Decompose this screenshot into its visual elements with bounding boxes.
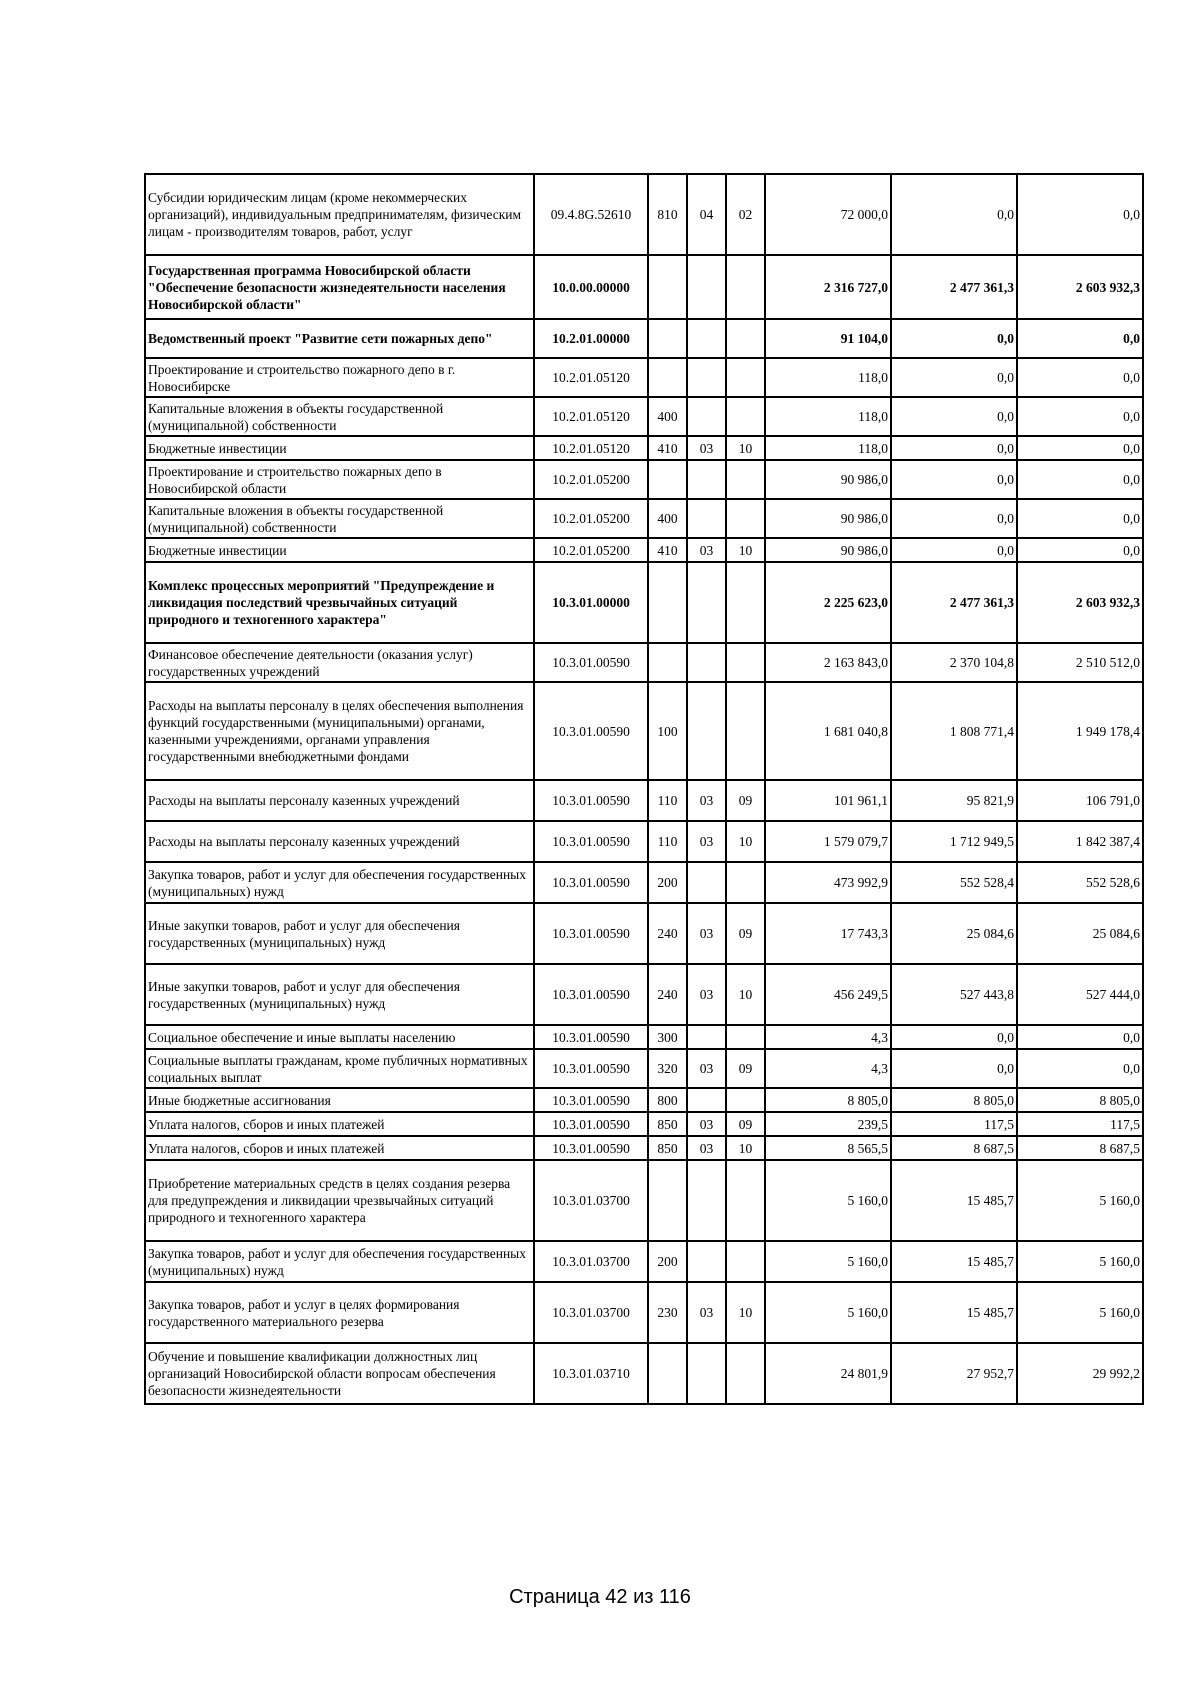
row-code: 10.3.01.00590 [534, 1112, 648, 1136]
table-row [145, 643, 1143, 682]
row-section [687, 562, 726, 643]
row-amount-year2: 0,0 [891, 319, 1017, 358]
row-name: Проектирование и строительство пожарного депо в г. Новосибирске [145, 358, 534, 397]
row-expense-type [648, 1160, 687, 1241]
row-name: Проектирование и строительство пожарных депо в Новосибирской области [145, 460, 534, 499]
row-section [687, 319, 726, 358]
row-section: 03 [687, 1112, 726, 1136]
row-section [687, 358, 726, 397]
table-row [145, 538, 1143, 562]
row-amount-year1: 118,0 [765, 397, 891, 436]
row-expense-type: 300 [648, 1025, 687, 1049]
row-amount-year2: 15 485,7 [891, 1282, 1017, 1343]
row-section [687, 643, 726, 682]
row-code: 10.2.01.05200 [534, 538, 648, 562]
table-row [145, 1282, 1143, 1343]
row-amount-year2: 117,5 [891, 1112, 1017, 1136]
row-code: 10.2.01.00000 [534, 319, 648, 358]
table-row [145, 1088, 1143, 1112]
row-amount-year3: 0,0 [1017, 397, 1143, 436]
row-amount-year2: 0,0 [891, 499, 1017, 538]
row-expense-type: 400 [648, 397, 687, 436]
row-section: 03 [687, 1049, 726, 1088]
row-amount-year3: 552 528,6 [1017, 862, 1143, 903]
row-subsection: 09 [726, 903, 765, 964]
row-amount-year3: 1 949 178,4 [1017, 682, 1143, 780]
row-amount-year3: 527 444,0 [1017, 964, 1143, 1025]
row-section [687, 1088, 726, 1112]
row-code: 10.3.01.03700 [534, 1282, 648, 1343]
row-amount-year2: 15 485,7 [891, 1241, 1017, 1282]
row-name: Уплата налогов, сборов и иных платежей [145, 1136, 534, 1160]
row-name: Капитальные вложения в объекты государственной (муниципальной) собственности [145, 499, 534, 538]
row-subsection [726, 1241, 765, 1282]
row-name: Расходы на выплаты персоналу казенных учреждений [145, 821, 534, 862]
row-subsection: 09 [726, 1049, 765, 1088]
row-amount-year1: 72 000,0 [765, 174, 891, 255]
row-amount-year1: 456 249,5 [765, 964, 891, 1025]
row-section: 03 [687, 821, 726, 862]
table-row [145, 1160, 1143, 1241]
row-amount-year3: 0,0 [1017, 1025, 1143, 1049]
row-amount-year3: 106 791,0 [1017, 780, 1143, 821]
row-subsection [726, 562, 765, 643]
row-amount-year1: 2 225 623,0 [765, 562, 891, 643]
row-code: 10.3.01.03700 [534, 1241, 648, 1282]
row-amount-year1: 4,3 [765, 1049, 891, 1088]
row-expense-type: 410 [648, 538, 687, 562]
table-row [145, 174, 1143, 255]
row-expense-type: 240 [648, 964, 687, 1025]
row-subsection [726, 319, 765, 358]
table-row [145, 1241, 1143, 1282]
row-section: 03 [687, 1282, 726, 1343]
row-amount-year1: 239,5 [765, 1112, 891, 1136]
row-name: Капитальные вложения в объекты государственной (муниципальной) собственности [145, 397, 534, 436]
row-amount-year3: 5 160,0 [1017, 1282, 1143, 1343]
row-amount-year3: 0,0 [1017, 319, 1143, 358]
table-row [145, 436, 1143, 460]
row-subsection [726, 1088, 765, 1112]
row-amount-year1: 90 986,0 [765, 538, 891, 562]
row-section: 03 [687, 903, 726, 964]
row-amount-year3: 0,0 [1017, 1049, 1143, 1088]
row-amount-year3: 0,0 [1017, 538, 1143, 562]
row-code: 10.3.01.00590 [534, 1088, 648, 1112]
row-expense-type: 200 [648, 1241, 687, 1282]
row-code: 10.3.01.00590 [534, 1025, 648, 1049]
table-row [145, 1112, 1143, 1136]
row-name: Иные бюджетные ассигнования [145, 1088, 534, 1112]
row-expense-type [648, 319, 687, 358]
row-name: Закупка товаров, работ и услуг для обеспечения государственных (муниципальных) нужд [145, 1241, 534, 1282]
row-name: Закупка товаров, работ и услуг для обеспечения государственных (муниципальных) нужд [145, 862, 534, 903]
row-expense-type: 410 [648, 436, 687, 460]
row-amount-year1: 118,0 [765, 358, 891, 397]
row-amount-year3: 1 842 387,4 [1017, 821, 1143, 862]
row-name: Социальные выплаты гражданам, кроме публичных нормативных социальных выплат [145, 1049, 534, 1088]
table-body [145, 174, 1143, 1404]
row-section [687, 1160, 726, 1241]
row-amount-year2: 0,0 [891, 538, 1017, 562]
table-row [145, 358, 1143, 397]
row-amount-year1: 5 160,0 [765, 1160, 891, 1241]
page-number: Страница 42 из 116 [509, 1586, 691, 1608]
row-amount-year1: 90 986,0 [765, 460, 891, 499]
row-section: 03 [687, 1136, 726, 1160]
row-code: 10.3.01.00590 [534, 643, 648, 682]
row-expense-type: 110 [648, 821, 687, 862]
row-subsection [726, 358, 765, 397]
row-expense-type: 240 [648, 903, 687, 964]
row-section [687, 1343, 726, 1404]
row-name: Финансовое обеспечение деятельности (оказания услуг) государственных учреждений [145, 643, 534, 682]
row-amount-year1: 24 801,9 [765, 1343, 891, 1404]
row-amount-year2: 15 485,7 [891, 1160, 1017, 1241]
row-amount-year2: 2 477 361,3 [891, 255, 1017, 319]
row-expense-type [648, 358, 687, 397]
row-amount-year2: 1 712 949,5 [891, 821, 1017, 862]
row-amount-year2: 8 805,0 [891, 1088, 1017, 1112]
row-name: Бюджетные инвестиции [145, 436, 534, 460]
row-amount-year3: 25 084,6 [1017, 903, 1143, 964]
row-code: 10.3.01.00590 [534, 780, 648, 821]
row-amount-year1: 90 986,0 [765, 499, 891, 538]
row-amount-year2: 2 370 104,8 [891, 643, 1017, 682]
row-name: Ведомственный проект "Развитие сети пожарных депо" [145, 319, 534, 358]
row-code: 10.3.01.00590 [534, 682, 648, 780]
row-code: 10.2.01.05200 [534, 460, 648, 499]
row-amount-year3: 0,0 [1017, 499, 1143, 538]
table-row [145, 255, 1143, 319]
row-amount-year1: 101 961,1 [765, 780, 891, 821]
row-expense-type: 110 [648, 780, 687, 821]
row-amount-year1: 91 104,0 [765, 319, 891, 358]
row-name: Комплекс процессных мероприятий "Предупреждение и ликвидация последствий чрезвычайных ситуаций природного и техногенного характера" [145, 562, 534, 643]
budget-table [144, 173, 1144, 1405]
table-row [145, 780, 1143, 821]
table-row [145, 821, 1143, 862]
row-amount-year2: 0,0 [891, 397, 1017, 436]
row-subsection [726, 1160, 765, 1241]
row-section: 03 [687, 964, 726, 1025]
row-subsection [726, 1343, 765, 1404]
table-row [145, 964, 1143, 1025]
row-code: 10.3.01.00000 [534, 562, 648, 643]
row-name: Приобретение материальных средств в целях создания резерва для предупреждения и ликвидации чрезвычайных ситуаций природного и техногенного характера [145, 1160, 534, 1241]
row-amount-year3: 5 160,0 [1017, 1160, 1143, 1241]
row-expense-type: 800 [648, 1088, 687, 1112]
row-section [687, 460, 726, 499]
row-name: Расходы на выплаты персоналу в целях обеспечения выполнения функций государственными (муниципальными) органами, казенными учреждениями, органами управления государственными внебюджетными фондами [145, 682, 534, 780]
row-section [687, 397, 726, 436]
row-subsection [726, 397, 765, 436]
row-code: 10.3.01.03710 [534, 1343, 648, 1404]
row-amount-year2: 1 808 771,4 [891, 682, 1017, 780]
row-amount-year1: 118,0 [765, 436, 891, 460]
row-code: 10.2.01.05120 [534, 358, 648, 397]
row-amount-year3: 0,0 [1017, 358, 1143, 397]
row-expense-type: 230 [648, 1282, 687, 1343]
row-amount-year3: 117,5 [1017, 1112, 1143, 1136]
row-name: Бюджетные инвестиции [145, 538, 534, 562]
table-row [145, 862, 1143, 903]
table-row [145, 903, 1143, 964]
row-section: 03 [687, 436, 726, 460]
row-section: 04 [687, 174, 726, 255]
row-code: 10.0.00.00000 [534, 255, 648, 319]
row-expense-type [648, 1343, 687, 1404]
row-subsection: 10 [726, 964, 765, 1025]
row-name: Обучение и повышение квалификации должностных лиц организаций Новосибирской области вопросам обеспечения безопасности жизнедеятельности [145, 1343, 534, 1404]
row-amount-year2: 552 528,4 [891, 862, 1017, 903]
table-row [145, 682, 1143, 780]
row-amount-year1: 4,3 [765, 1025, 891, 1049]
row-amount-year2: 0,0 [891, 1025, 1017, 1049]
row-section [687, 862, 726, 903]
row-code: 10.3.01.00590 [534, 1136, 648, 1160]
row-amount-year2: 2 477 361,3 [891, 562, 1017, 643]
row-subsection: 10 [726, 1282, 765, 1343]
row-section [687, 499, 726, 538]
row-subsection: 10 [726, 821, 765, 862]
row-expense-type: 850 [648, 1112, 687, 1136]
row-subsection: 09 [726, 780, 765, 821]
row-code: 10.2.01.05120 [534, 397, 648, 436]
row-subsection [726, 255, 765, 319]
row-amount-year3: 2 603 932,3 [1017, 562, 1143, 643]
row-amount-year1: 8 805,0 [765, 1088, 891, 1112]
row-amount-year3: 5 160,0 [1017, 1241, 1143, 1282]
row-amount-year3: 29 992,2 [1017, 1343, 1143, 1404]
row-subsection [726, 862, 765, 903]
row-amount-year1: 2 316 727,0 [765, 255, 891, 319]
row-section [687, 255, 726, 319]
row-amount-year1: 8 565,5 [765, 1136, 891, 1160]
row-subsection: 10 [726, 538, 765, 562]
row-code: 10.3.01.00590 [534, 821, 648, 862]
row-expense-type [648, 255, 687, 319]
row-amount-year1: 473 992,9 [765, 862, 891, 903]
row-name: Иные закупки товаров, работ и услуг для обеспечения государственных (муниципальных) нужд [145, 903, 534, 964]
row-name: Уплата налогов, сборов и иных платежей [145, 1112, 534, 1136]
row-amount-year2: 27 952,7 [891, 1343, 1017, 1404]
row-amount-year1: 17 743,3 [765, 903, 891, 964]
row-amount-year3: 8 687,5 [1017, 1136, 1143, 1160]
row-code: 10.3.01.00590 [534, 903, 648, 964]
table-row [145, 499, 1143, 538]
row-name: Социальное обеспечение и иные выплаты населению [145, 1025, 534, 1049]
row-amount-year3: 8 805,0 [1017, 1088, 1143, 1112]
row-expense-type: 850 [648, 1136, 687, 1160]
row-amount-year3: 0,0 [1017, 436, 1143, 460]
row-code: 10.3.01.00590 [534, 1049, 648, 1088]
row-amount-year3: 2 510 512,0 [1017, 643, 1143, 682]
row-expense-type: 320 [648, 1049, 687, 1088]
row-code: 10.2.01.05120 [534, 436, 648, 460]
row-section: 03 [687, 538, 726, 562]
row-amount-year1: 1 681 040,8 [765, 682, 891, 780]
row-subsection [726, 1025, 765, 1049]
table-row [145, 1343, 1143, 1404]
row-name: Субсидии юридическим лицам (кроме некоммерческих организаций), индивидуальным предпринимателям, физическим лицам - производителям товаров, работ, услуг [145, 174, 534, 255]
row-amount-year2: 527 443,8 [891, 964, 1017, 1025]
row-expense-type [648, 562, 687, 643]
table-row [145, 1136, 1143, 1160]
row-expense-type: 810 [648, 174, 687, 255]
row-section [687, 1025, 726, 1049]
row-subsection: 02 [726, 174, 765, 255]
table-row [145, 1025, 1143, 1049]
row-amount-year3: 0,0 [1017, 460, 1143, 499]
row-amount-year2: 0,0 [891, 436, 1017, 460]
row-amount-year3: 0,0 [1017, 174, 1143, 255]
row-expense-type: 200 [648, 862, 687, 903]
row-amount-year1: 1 579 079,7 [765, 821, 891, 862]
row-name: Иные закупки товаров, работ и услуг для обеспечения государственных (муниципальных) нужд [145, 964, 534, 1025]
row-code: 10.2.01.05200 [534, 499, 648, 538]
row-subsection [726, 460, 765, 499]
row-expense-type [648, 460, 687, 499]
row-subsection: 10 [726, 436, 765, 460]
row-amount-year2: 95 821,9 [891, 780, 1017, 821]
table-row [145, 319, 1143, 358]
row-section: 03 [687, 780, 726, 821]
row-expense-type [648, 643, 687, 682]
row-code: 10.3.01.03700 [534, 1160, 648, 1241]
row-amount-year2: 0,0 [891, 1049, 1017, 1088]
row-subsection: 09 [726, 1112, 765, 1136]
row-amount-year2: 0,0 [891, 460, 1017, 499]
row-subsection [726, 499, 765, 538]
row-amount-year2: 25 084,6 [891, 903, 1017, 964]
table-row [145, 562, 1143, 643]
row-amount-year3: 2 603 932,3 [1017, 255, 1143, 319]
table-row [145, 460, 1143, 499]
row-subsection [726, 643, 765, 682]
row-amount-year2: 0,0 [891, 358, 1017, 397]
row-subsection [726, 682, 765, 780]
row-code: 10.3.01.00590 [534, 862, 648, 903]
row-code: 09.4.8G.52610 [534, 174, 648, 255]
row-amount-year2: 8 687,5 [891, 1136, 1017, 1160]
row-subsection: 10 [726, 1136, 765, 1160]
row-expense-type: 100 [648, 682, 687, 780]
row-amount-year1: 5 160,0 [765, 1241, 891, 1282]
row-code: 10.3.01.00590 [534, 964, 648, 1025]
row-name: Закупка товаров, работ и услуг в целях формирования государственного материального резерва [145, 1282, 534, 1343]
row-expense-type: 400 [648, 499, 687, 538]
row-section [687, 682, 726, 780]
row-section [687, 1241, 726, 1282]
row-name: Государственная программа Новосибирской области "Обеспечение безопасности жизнедеятельности населения Новосибирской области" [145, 255, 534, 319]
row-name: Расходы на выплаты персоналу казенных учреждений [145, 780, 534, 821]
table-row [145, 397, 1143, 436]
row-amount-year1: 5 160,0 [765, 1282, 891, 1343]
table-row [145, 1049, 1143, 1088]
row-amount-year2: 0,0 [891, 174, 1017, 255]
row-amount-year1: 2 163 843,0 [765, 643, 891, 682]
